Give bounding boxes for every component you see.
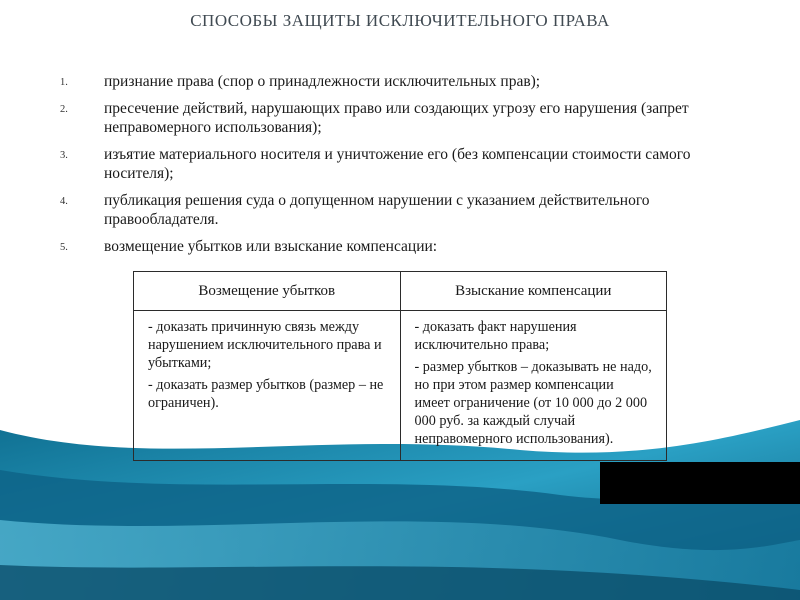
list-item-text: признание права (спор о принадлежности исключительных прав);: [104, 73, 541, 90]
comparison-table: [133, 271, 667, 461]
list-item-text: изъятие материального носителя и уничтожение его (без компенсации стоимости самого носителя);: [104, 146, 691, 182]
cell-damages: [134, 311, 401, 461]
table-header-row: [134, 272, 667, 311]
header-compensation: Взыскание компенсации: [400, 272, 667, 311]
list-item: 2. пресечение действий, нарушающих право или создающих угрозу его нарушения (запрет неправомерного использования);: [60, 100, 689, 136]
cell-compensation: [400, 311, 667, 461]
cell-paragraph: - размер убытков – доказывать не надо, но при этом размер компенсации имеет ограничение (от 10 000 до 2 000 000 руб. за каждый случай неправомерного использования).: [414, 359, 652, 447]
list-item-text: пресечение действий, нарушающих право или создающих угрозу его нарушения (запрет неправомерного использования);: [104, 100, 689, 136]
list-item: 1. признание права (спор о принадлежности исключительных прав);: [60, 73, 541, 90]
page-title: СПОСОБЫ ЗАЩИТЫ ИСКЛЮЧИТЕЛЬНОГО ПРАВА: [190, 11, 610, 30]
list-item-text: возмещение убытков или взыскание компенсации:: [104, 238, 438, 255]
cell-paragraph: - доказать факт нарушения исключительно права;: [414, 319, 577, 353]
decorative-black-band: [600, 462, 800, 504]
methods-list: [60, 72, 740, 264]
list-item: 3. изъятие материального носителя и уничтожение его (без компенсации стоимости самого носителя);: [60, 146, 691, 182]
list-item: 4. публикация решения суда о допущенном нарушении с указанием действительного правообладателя.: [60, 192, 650, 228]
header-damages: Возмещение убытков: [134, 272, 401, 311]
table-row: [134, 311, 667, 461]
cell-paragraph: - доказать размер убытков (размер – не ограничен).: [148, 377, 384, 411]
cell-paragraph: - доказать причинную связь между нарушением исключительного права и убытками;: [148, 319, 382, 371]
list-item: 5. возмещение убытков или взыскание компенсации:: [60, 238, 438, 255]
list-item-text: публикация решения суда о допущенном нарушении с указанием действительного правообладателя.: [104, 192, 650, 228]
